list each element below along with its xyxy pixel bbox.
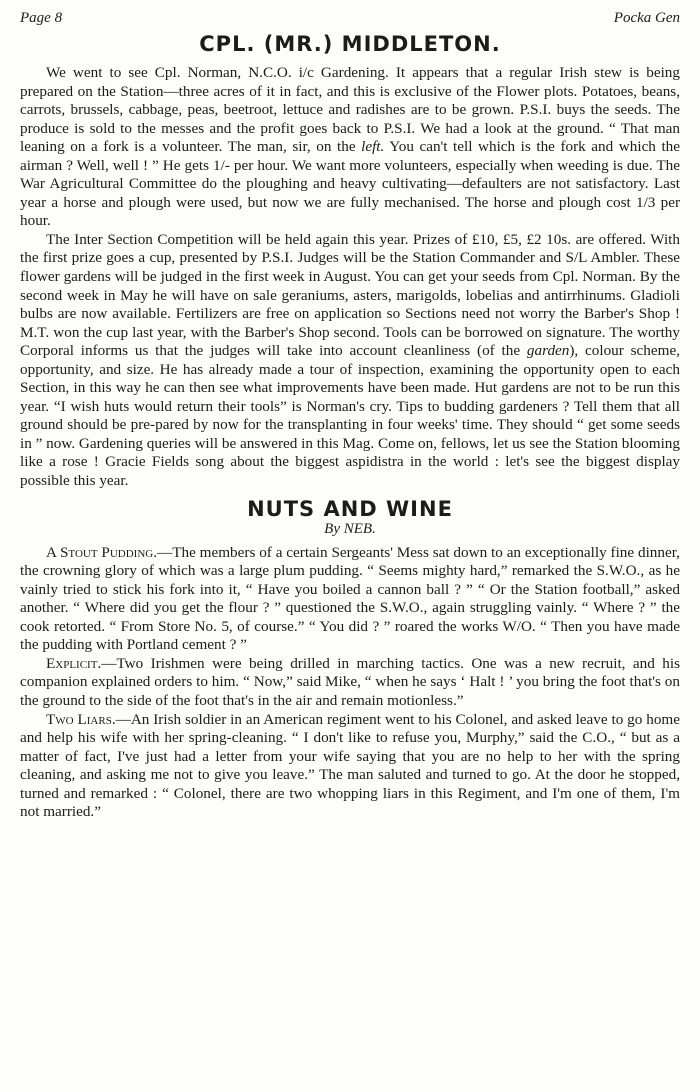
anecdote-stout-pudding xyxy=(20,544,680,655)
anecdote-heading: Two Liars. xyxy=(46,710,116,728)
anecdote-two-liars xyxy=(20,711,680,822)
article-title-nuts-and-wine: NUTS AND WINE xyxy=(247,496,453,521)
middleton-p2-text-a: The Inter Section Competition will be held again this year. Prizes of £10, £5, £2 10s. are offered. With the first prize goes a cup, presented by P.S.I. Judges will be the Station Commander and S/L Ambler. These flower gardens will be judged in the first week in August. You can get your seeds from Cpl. Norman. By the second week in May he will have on sale geraniums, asters, marigolds, lobelias and antirrhinums. Gladioli bulbs are now available. Fertilizers are free on application so Sections need not worry the Barber's Shop ! M.T. won the cup last year, with the Barber's Shop second. Tools can be borrowed on signature. The worthy Corporal informs us that the judges will take into account cleanliness (of the xyxy=(20,230,680,360)
middleton-p1-emphasis: left. xyxy=(361,138,385,156)
magazine-name: Pocka Gen xyxy=(613,10,680,26)
byline: By NEB. xyxy=(324,520,376,537)
page-number: Page 8 xyxy=(20,10,63,26)
anecdote-text: —Two Irishmen were being drilled in marching tactics. One was a new recruit, and his companion explained orders to him. “ Now,” said Mike, “ when he says ‘ Halt ! ’ you bring the foot that's on the ground to the side of the foot that's in the air and remain motionless.” xyxy=(20,654,680,709)
anecdote-explicit xyxy=(20,655,680,711)
article-title-middleton: CPL. (MR.) MIDDLETON. xyxy=(199,32,501,56)
middleton-paragraph-1 xyxy=(20,64,680,231)
running-head xyxy=(20,10,680,28)
middleton-p1-text-b: You can't tell which is the fork and which the airman ? Well, well ! ” He gets 1/- per hour. We want more volunteers, especially when weeding is due. The War Agricultural Committee do the ploughing and heavy cultivating—defaulters are not satisfactory. Last year a horse and plough were used, but now we are fully mechanised. The horse and plough cost 1/3 per hour. xyxy=(20,138,681,230)
middleton-p1-text-a: We went to see Cpl. Norman, N.C.O. i/c Gardening. It appears that a regular Irish stew is being prepared on the Station—three acres of it in fact, and this is exclusive of the Flower plots. Potatoes, beans, carrots, brussels, cabbage, peas, beetroot, lettuce and radishes are to be grown. P.S.I. buys the seeds. The produce is sold to the messes and the profit goes back to P.S.I. We had a look at the ground. “ That man leaning on a fork is a volunteer. The man, sir, on the xyxy=(20,64,680,156)
anecdote-text: —The members of a certain Sergeants' Mess sat down to an exceptionally fine dinner, the crowning glory of which was a large plum pudding. “ Seems mighty hard,” remarked the S.W.O., as he vainly tried to stick his fork into it, “ Have you boiled a cannon ball ? ” “ Or the Station football,” asked another. “ Where did you get the flour ? ” questioned the S.W.O., again struggling vainly. “ Where ? ” the cook retorted. “ From Store No. 5, of course.” “ You did ? ” roared the works W/O. “ Then you have made the pudding with Portland cement ? ” xyxy=(20,543,680,654)
middleton-paragraph-2 xyxy=(20,231,680,491)
anecdote-text: —An Irish soldier in an American regiment went to his Colonel, and asked leave to go home and help his wife with her spring-cleaning. “ I don't like to refuse you, Murphy,” said the C.O., “ but as a matter of fact, I've just had a letter from your wife saying that you are no help to her with the spring cleaning, and asking me not to give you leave.” The man saluted and turned to go. At the door he stopped, turned and remarked : “ Colonel, there are two whopping liars in this Regiment, and I'm one of them, I'm not married.” xyxy=(20,710,680,821)
middleton-p2-text-b: ), colour scheme, opportunity, and size. He has already made a tour of inspection, examining the opportunity open to each Section, in this way he can then see what improvements have been made. Hut gardens are not to be run this year. “I wish huts would return their tools” is Norman's cry. Tips to budding gardeners ? Tell them that all ground should be pre-pared by now for the transplanting in four weeks' time. They should “ get some seeds in ” now. Gardening queries will be answered in this Mag. Come on, fellows, let us see the Station blooming like a rose ! Gracie Fields song about the biggest aspidistra in the world : let's see the biggest display possible this year. xyxy=(20,342,680,490)
middleton-p2-emphasis: garden xyxy=(526,342,570,360)
anecdote-heading: Explicit. xyxy=(46,654,102,672)
anecdote-heading: A Stout Pudding. xyxy=(46,543,158,561)
